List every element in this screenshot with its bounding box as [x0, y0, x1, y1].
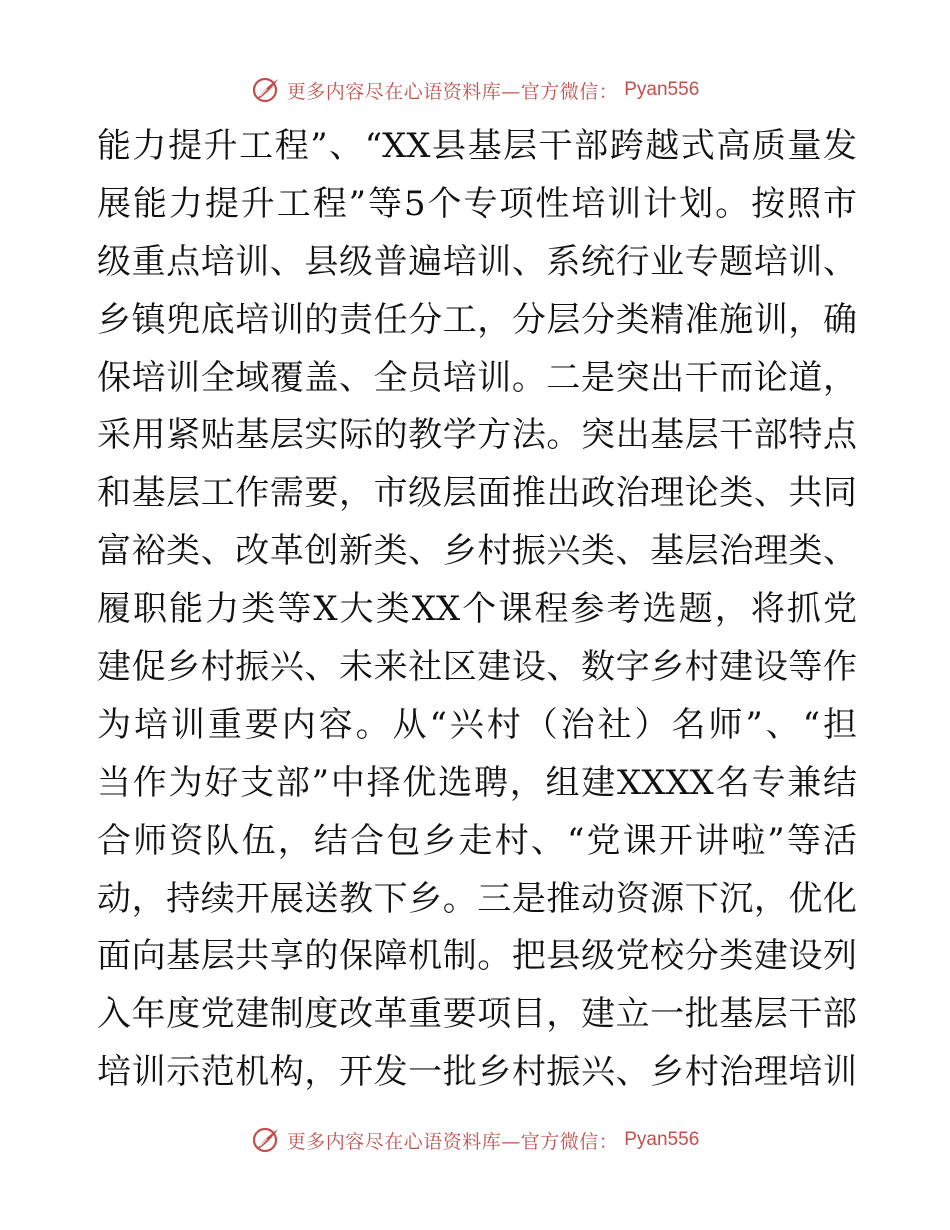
watermark-text: 更多内容尽在心语资料库—官方微信：: [286, 80, 619, 103]
text-line: 能力提升工程”、“XX县基层干部跨越式高质量发: [97, 126, 857, 166]
text-line: 培训示范机构，开发一批乡村振兴、乡村治理培训: [97, 1052, 857, 1093]
text-line: 当作为好支部”中择优选聘，组建XXXX名专兼结: [97, 762, 857, 803]
text-line: 为培训重要内容。从“兴村（治社）名师”、“担: [97, 704, 857, 745]
text-line: 面向基层共享的保障机制。把县级党校分类建设列: [97, 936, 857, 977]
header-watermark: [0, 72, 950, 108]
text-line: 履职能力类等X大类XX个课程参考选题，将抓党: [97, 589, 857, 630]
text-line: 保培训全域覆盖、全员培训。二是突出干而论道，: [97, 357, 857, 398]
text-line: 采用紧贴基层实际的教学方法。突出基层干部特点: [97, 415, 857, 456]
footer-watermark: [0, 1122, 950, 1158]
text-line: 动，持续开展送教下乡。三是推动资源下沉，优化: [97, 878, 857, 919]
feather-logo-icon: [251, 1125, 281, 1155]
text-line: 乡镇兜底培训的责任分工，分层分类精准施训，确: [97, 299, 857, 340]
text-line: 和基层工作需要，市级层面推出政治理论类、共同: [97, 473, 857, 514]
text-line: 合师资队伍，结合包乡走村、“党课开讲啦”等活: [97, 820, 857, 861]
text-line: 富裕类、改革创新类、乡村振兴类、基层治理类、: [97, 531, 857, 572]
watermark-wechat-id: Pyan556: [624, 1129, 700, 1150]
text-line: 级重点培训、县级普遍培训、系统行业专题培训、: [97, 241, 857, 282]
feather-logo-icon: [251, 75, 281, 105]
document-body: [97, 118, 857, 1102]
text-line: 展能力提升工程”等5个专项性培训计划。按照市: [97, 183, 857, 224]
text-line: 入年度党建制度改革重要项目，建立一批基层干部: [97, 994, 857, 1035]
watermark-text: 更多内容尽在心语资料库—官方微信：: [286, 1130, 619, 1153]
watermark-wechat-id: Pyan556: [624, 79, 700, 100]
text-line: 建促乡村振兴、未来社区建设、数字乡村建设等作: [97, 647, 857, 688]
